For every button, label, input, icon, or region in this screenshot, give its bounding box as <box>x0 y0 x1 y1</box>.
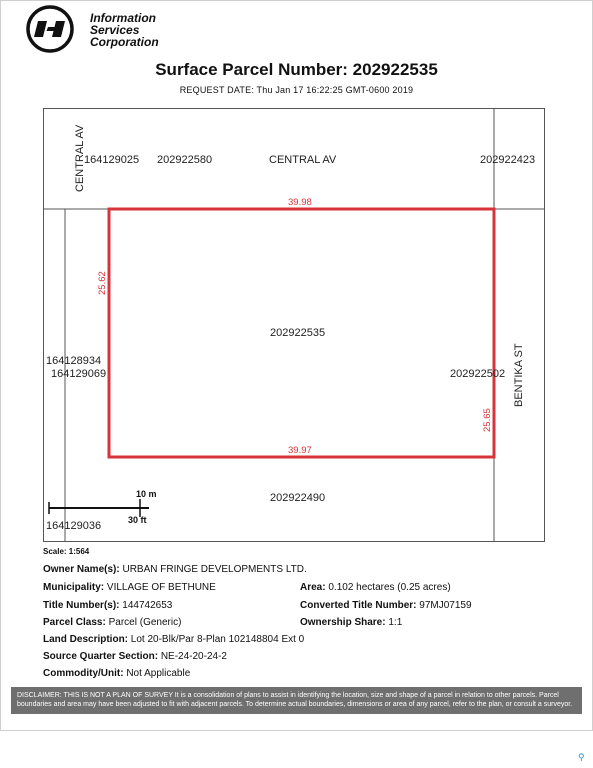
converted-title-row <box>300 600 472 611</box>
ownership-share-row <box>300 617 402 628</box>
logo-wordmark <box>90 12 159 48</box>
parcel-label: 164128934 <box>46 355 102 367</box>
disclaimer-banner: DISCLAIMER: THIS IS NOT A PLAN OF SURVEY It is a consolidation of plans to assist in identifying the location, size and shape of a parcel in relation to other parcels. Parcel boundaries and area may have been adjusted to fit with adjacent parcels. To determine actual boundaries, dimensions or area of any parcel, refer to the plan, or consult a surveyor. <box>11 687 582 714</box>
dimension-right: 25.65 <box>482 408 493 432</box>
isc-logo-icon <box>26 5 74 53</box>
land-description-value: Lot 20-Blk/Par 8-Plan 102148804 Ext 0 <box>130 634 305 645</box>
scale-bar-metric: 10 m <box>136 489 157 499</box>
subject-parcel-label: 202922535 <box>270 327 326 339</box>
map-pin-icon[interactable]: ⚲ <box>578 752 585 762</box>
parcel-class-row <box>43 617 181 628</box>
quarter-section-row <box>43 651 227 662</box>
municipality-value: VILLAGE OF BETHUNE <box>106 582 216 593</box>
title-number-value: 144742653 <box>122 600 173 611</box>
street-label-central-av: CENTRAL AV <box>269 154 337 166</box>
page-title: Surface Parcel Number: 202922535 <box>155 60 438 79</box>
municipality-row <box>43 582 216 593</box>
parcel-label: 202922580 <box>157 154 213 166</box>
parcel-label: 202922502 <box>450 368 506 380</box>
dimension-bottom: 39.97 <box>288 445 312 456</box>
area-row <box>300 582 451 593</box>
ownership-share-label: Ownership Share: <box>300 617 386 628</box>
parcel-label: 202922490 <box>270 492 326 504</box>
owner-value: URBAN FRINGE DEVELOPMENTS LTD. <box>122 564 307 575</box>
street-label-central-av-vertical: CENTRAL AV <box>74 124 86 192</box>
owner-row <box>43 564 307 575</box>
quarter-section-label: Source Quarter Section: <box>43 651 159 662</box>
commodity-value: Not Applicable <box>126 668 191 679</box>
parcel-label: 164129069 <box>51 368 107 380</box>
commodity-label: Commodity/Unit: <box>43 668 124 679</box>
parcel-class-value: Parcel (Generic) <box>108 617 182 628</box>
land-description-row <box>43 634 304 645</box>
converted-title-label: Converted Title Number: <box>300 600 417 611</box>
parcel-map-lines <box>44 109 544 541</box>
logo-line-2: Services <box>90 23 140 37</box>
area-value: 0.102 hectares (0.25 acres) <box>328 582 451 593</box>
ownership-share-value: 1:1 <box>388 617 403 628</box>
dimension-top: 39.98 <box>288 197 312 208</box>
commodity-row <box>43 668 190 679</box>
owner-label: Owner Name(s): <box>43 564 120 575</box>
parcel-map <box>43 108 545 542</box>
scale-bar-imperial: 30 ft <box>128 515 147 525</box>
converted-title-value: 97MJ07159 <box>419 600 472 611</box>
quarter-section-value: NE-24-20-24-2 <box>160 651 227 662</box>
municipality-label: Municipality: <box>43 582 105 593</box>
map-scale: Scale: 1:564 <box>43 547 90 556</box>
parcel-class-label: Parcel Class: <box>43 617 106 628</box>
logo-line-1: Information <box>90 11 156 25</box>
land-description-label: Land Description: <box>43 634 129 645</box>
street-label-bentika-st: BENTIKA ST <box>513 343 525 407</box>
parcel-label: 164129036 <box>46 520 102 532</box>
area-label: Area: <box>300 582 326 593</box>
request-date: REQUEST DATE: Thu Jan 17 16:22:25 GMT-0600 2019 <box>179 85 414 95</box>
title-number-label: Title Number(s): <box>43 600 120 611</box>
dimension-left: 25.62 <box>97 271 108 295</box>
parcel-label: 164129025 <box>84 154 140 166</box>
parcel-label: 202922423 <box>480 154 536 166</box>
logo-line-3: Corporation <box>90 35 159 49</box>
title-number-row <box>43 600 172 611</box>
